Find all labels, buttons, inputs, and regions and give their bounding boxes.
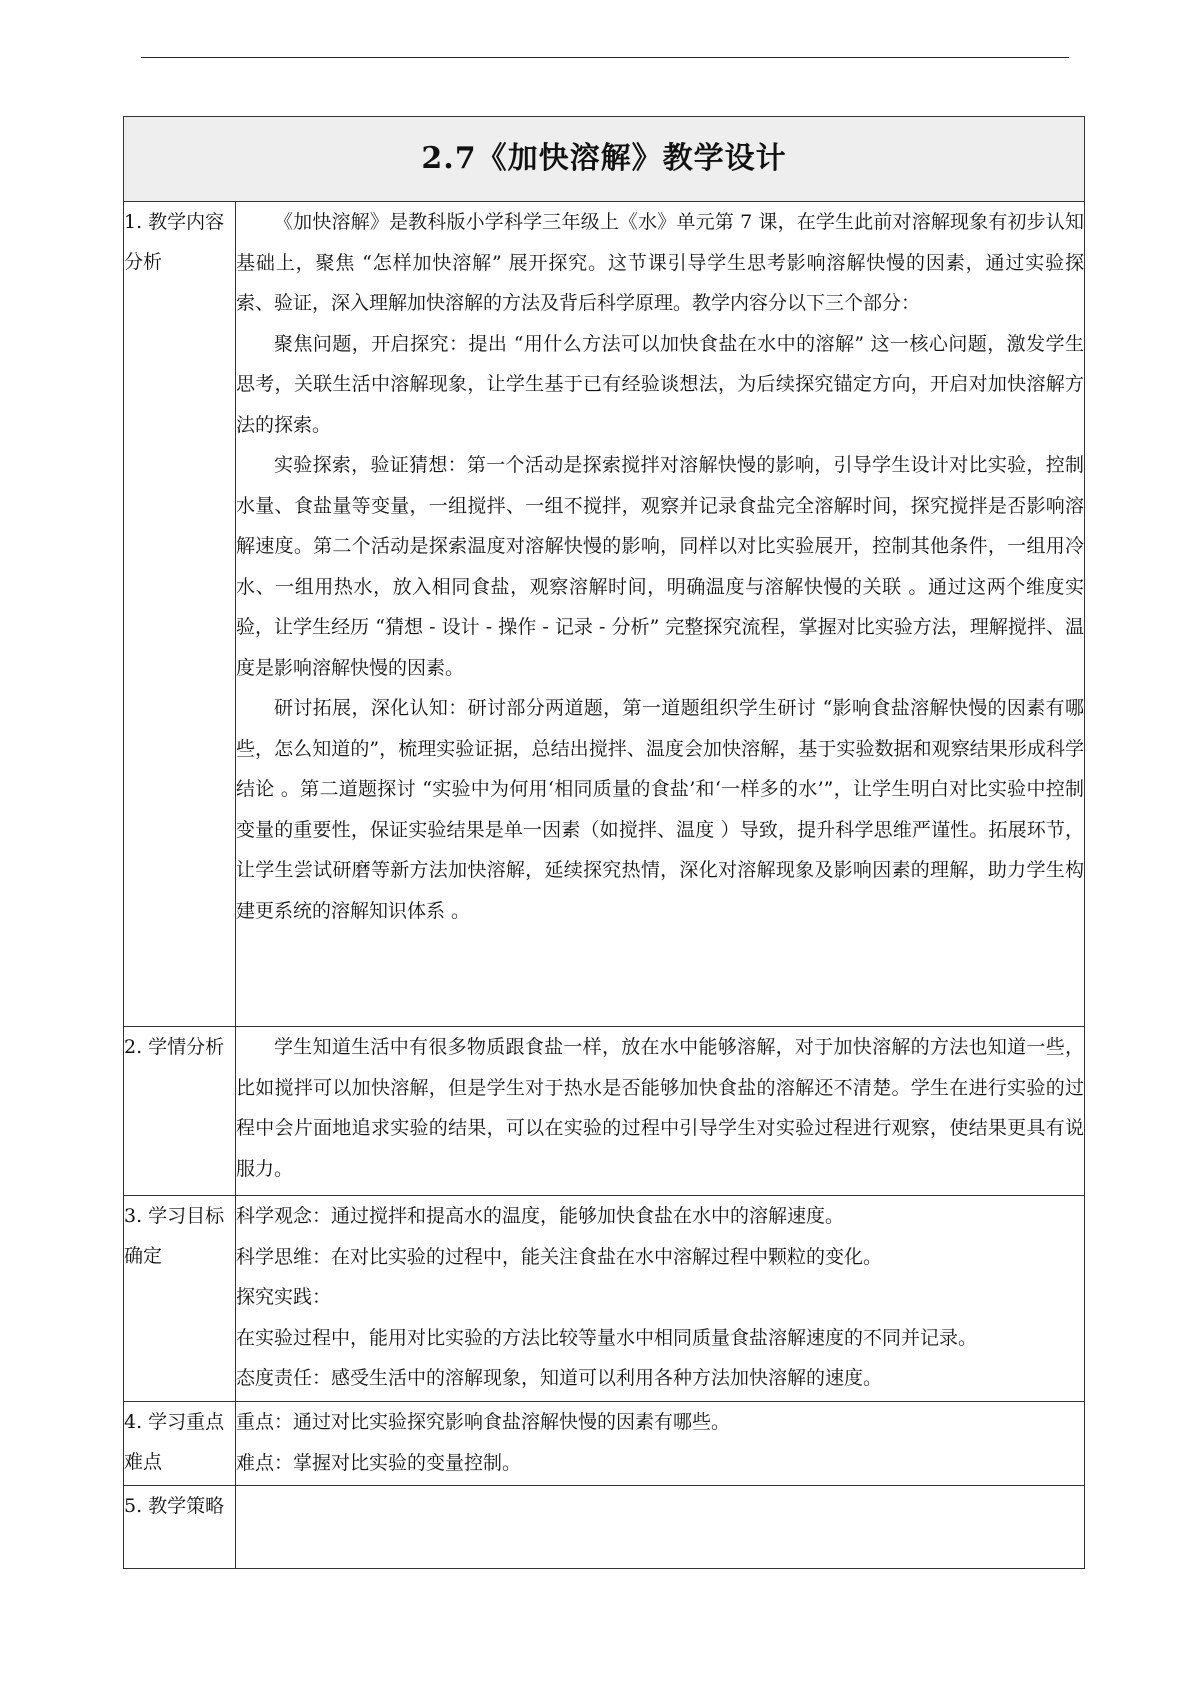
document-title: 2.7《加快溶解》教学设计 <box>421 141 787 176</box>
paragraph: 实验探索，验证猜想：第一个活动是探索搅拌对溶解快慢的影响，引导学生设计对比实验，控制水量、食盐量等变量，一组搅拌、一组不搅拌，观察并记录食盐完全溶解时间，探究搅拌是否影响溶解速度。第二个活动是探索温度对溶解快慢的影响，同样以对比实验展开，控制其他条件，一组用冷水、一组用热水，放入相同食盐，观察溶解时间，明确温度与溶解快慢的关联 。通过这两个维度实验，让学生经历 “猜想 - 设计 - 操作 - 记录 - 分析” 完整探究流程，掌握对比实验方法，理解搅拌、温度是影响溶解快慢的因素。 <box>236 454 1085 679</box>
key-point-line: 难点：掌握对比实验的变量控制。 <box>236 1451 522 1474</box>
section-content-cell <box>236 1486 1085 1569</box>
section-label-cell <box>124 202 236 1027</box>
section-content-cell <box>236 202 1085 1027</box>
paragraph: 学生知道生活中有很多物质跟食盐一样，放在水中能够溶解，对于加快溶解的方法也知道一些，比如搅拌可以加快溶解，但是学生对于热水是否能够加快食盐的溶解还不清楚。学生在进行实验的过程中会片面地追求实验的结果，可以在实验的过程中引导学生对实验过程进行观察，使结果更具有说服力。 <box>236 1036 1085 1180</box>
paragraph: 聚焦问题，开启探究：提出 “用什么方法可以加快食盐在水中的溶解” 这一核心问题，激发学生思考，关联生活中溶解现象，让学生基于已有经验谈想法，为后续探究锚定方向，开启对加快溶解方法的探索。 <box>236 332 1085 436</box>
section-label-cell <box>124 1196 236 1402</box>
objective-line: 科学思维：在对比实验的过程中，能关注食盐在水中溶解过程中颗粒的变化。 <box>236 1245 883 1268</box>
section-label-cell <box>124 1027 236 1196</box>
key-point-line: 重点：通过对比实验探究影响食盐溶解快慢的因素有哪些。 <box>236 1411 731 1433</box>
section-row-content-analysis <box>124 202 1085 1027</box>
section-label: 5. 教学策略 <box>124 1495 225 1517</box>
section-content-cell <box>236 1402 1085 1486</box>
section-label-cell <box>124 1402 236 1486</box>
paragraph: 《加快溶解》是教科版小学科学三年级上《水》单元第 7 课，在学生此前对溶解现象有初步认知基础上，聚焦 “怎样加快溶解” 展开探究。这节课引导学生思考影响溶解快慢的因素，通过实验探索、验证，深入理解加快溶解的方法及背后科学原理。教学内容分以下三个部分： <box>236 211 1085 314</box>
section-content-cell <box>236 1027 1085 1196</box>
objective-line: 态度责任：感受生活中的溶解现象，知道可以利用各种方法加快溶解的速度。 <box>236 1367 883 1389</box>
section-row-teaching-strategy <box>124 1486 1085 1569</box>
objective-line: 在实验过程中，能用对比实验的方法比较等量水中相同质量食盐溶解速度的不同并记录。 <box>236 1326 978 1349</box>
header-rule <box>141 57 1069 58</box>
section-label: 3. 学习目标确定 <box>124 1205 225 1267</box>
section-row-learning-objectives <box>124 1196 1085 1402</box>
section-row-learner-analysis <box>124 1027 1085 1196</box>
lesson-design-table <box>123 116 1085 1569</box>
section-label-cell <box>124 1486 236 1569</box>
objective-line: 科学观念：通过搅拌和提高水的温度，能够加快食盐在水中的溶解速度。 <box>236 1205 845 1227</box>
section-label: 1. 教学内容分析 <box>124 211 225 273</box>
paragraph: 研讨拓展，深化认知：研讨部分两道题，第一道题组织学生研讨 “影响食盐溶解快慢的因素有哪些，怎么知道的”，梳理实验证据，总结出搅拌、温度会加快溶解，基于实验数据和观察结果形成科学结论 。第二道题探讨 “实验中为何用‘相同质量的食盐’和‘一样多的水’”，让学生明白对比实验中控制变量的重要性，保证实验结果是单一因素（如搅拌、温度 ）导致，提升科学思维严谨性。拓展环节，让学生尝试研磨等新方法加快溶解，延续探究热情，深化对溶解现象及影响因素的理解，助力学生构建更系统的溶解知识体系 。 <box>236 697 1085 922</box>
section-row-key-points <box>124 1402 1085 1486</box>
section-content-cell <box>236 1196 1085 1402</box>
section-label: 4. 学习重点难点 <box>124 1411 225 1473</box>
section-label: 2. 学情分析 <box>124 1036 225 1058</box>
title-cell <box>124 117 1085 202</box>
title-row <box>124 117 1085 202</box>
objective-line: 探究实践： <box>236 1286 332 1308</box>
